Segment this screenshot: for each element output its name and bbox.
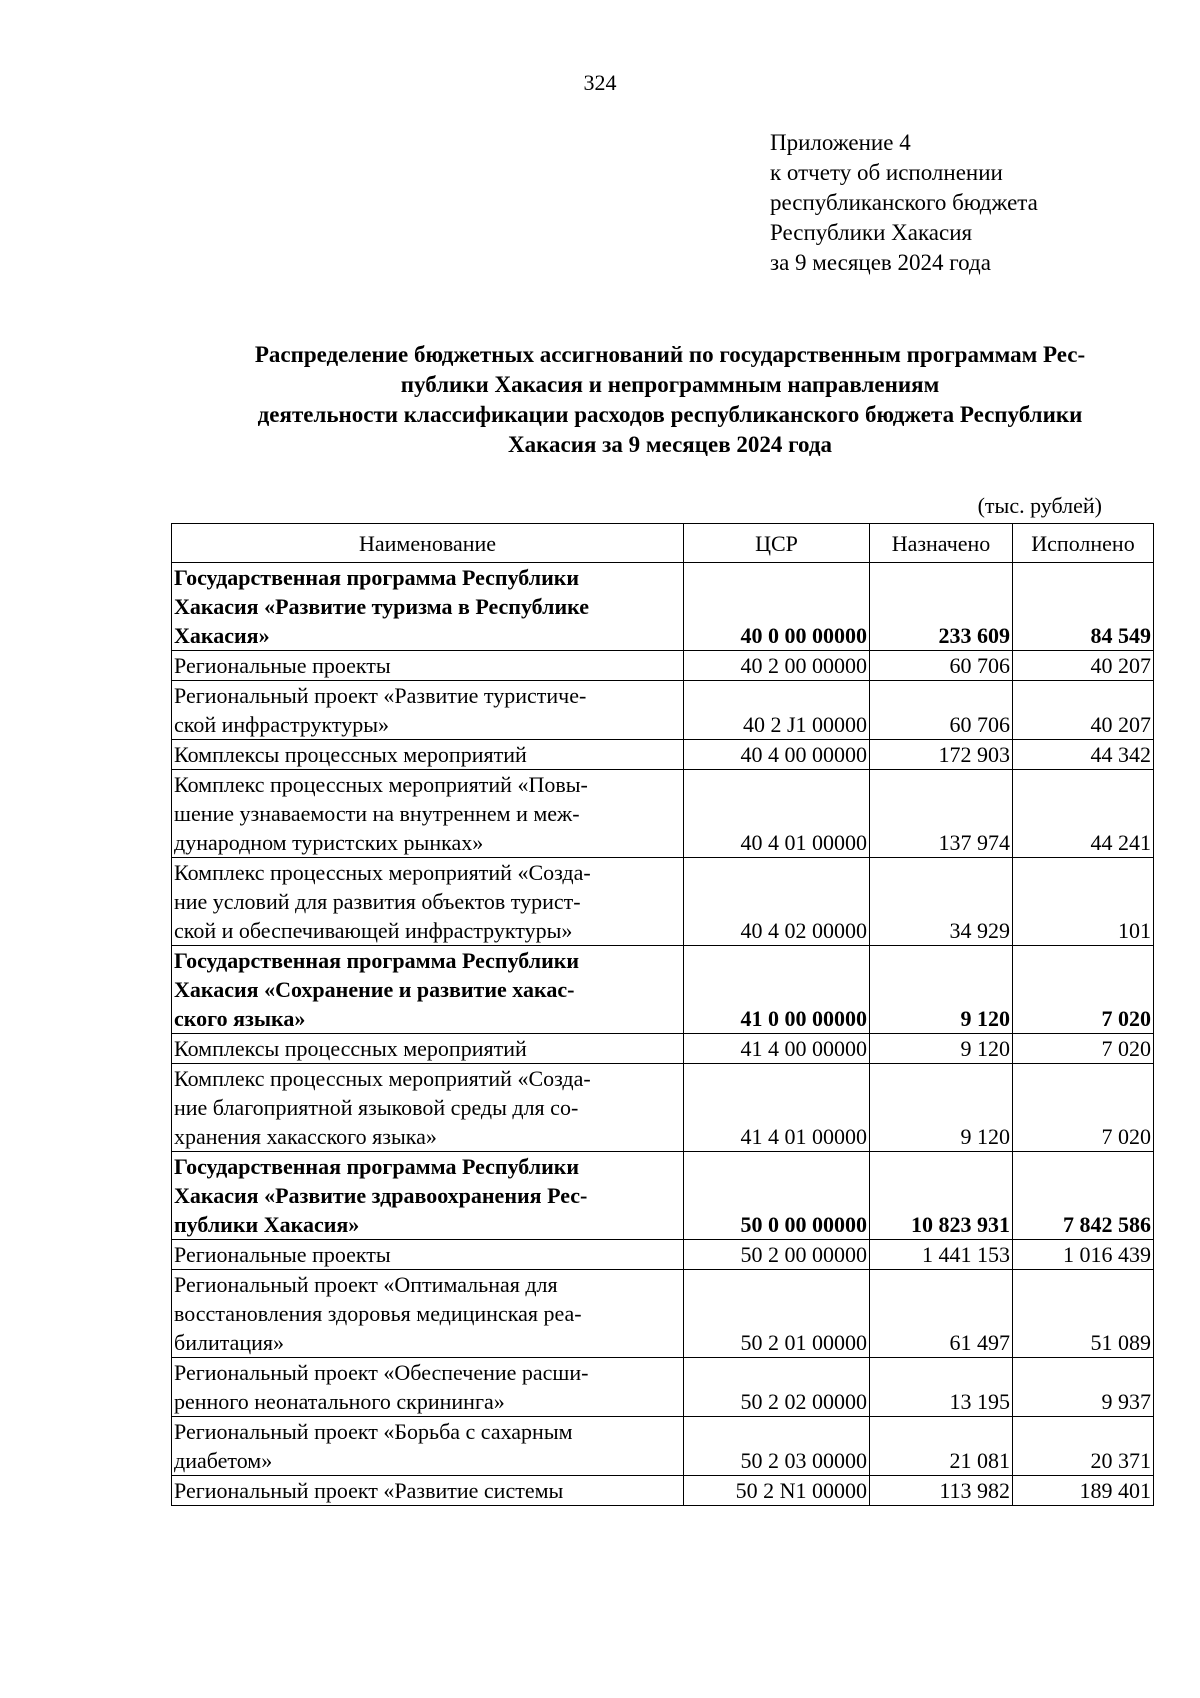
appendix-line: к отчету об исполнении [770, 160, 1003, 185]
cell-name-line: Хакасия «Развитие туризма в Республике [174, 594, 590, 619]
cell-name-line: ренного неонатального скрининга» [174, 1389, 505, 1414]
cell-code: 40 4 01 00000 [684, 770, 870, 858]
title-line: Хакасия за 9 месяцев 2024 года [508, 432, 832, 457]
cell-name [172, 1417, 684, 1476]
cell-assigned: 10 823 931 [870, 1152, 1013, 1240]
cell-name [172, 651, 684, 681]
cell-name-line: Региональный проект «Борьба с сахарным [174, 1419, 573, 1444]
cell-name [172, 858, 684, 946]
cell-name-line: ние условий для развития объектов турист- [174, 889, 581, 914]
cell-executed: 84 549 [1013, 563, 1154, 651]
cell-name [172, 1152, 684, 1240]
cell-assigned: 61 497 [870, 1270, 1013, 1358]
cell-name [172, 1034, 684, 1064]
table-row [172, 1064, 1154, 1152]
cell-code: 41 4 01 00000 [684, 1064, 870, 1152]
cell-name-line: Региональный проект «Развитие туристиче- [174, 683, 587, 708]
cell-name-line: Региональные проекты [174, 1242, 391, 1267]
cell-name-line: диабетом» [174, 1448, 273, 1473]
cell-name-line: Комплекс процессных мероприятий «Созда- [174, 1066, 591, 1091]
cell-name-line: ской и обеспечивающей инфраструктуры» [174, 918, 573, 943]
cell-assigned: 60 706 [870, 681, 1013, 740]
cell-code: 50 2 03 00000 [684, 1417, 870, 1476]
cell-name-line: хранения хакасского языка» [174, 1124, 437, 1149]
table-row [172, 1240, 1154, 1270]
cell-name-line: публики Хакасия» [174, 1212, 360, 1237]
table-row [172, 651, 1154, 681]
cell-code: 40 2 00 00000 [684, 651, 870, 681]
table-row [172, 770, 1154, 858]
cell-name-line: дународном туристских рынках» [174, 830, 484, 855]
table-row [172, 858, 1154, 946]
cell-name [172, 1270, 684, 1358]
cell-name-line: восстановления здоровья медицинская реа- [174, 1301, 582, 1326]
cell-name-line: билитация» [174, 1330, 285, 1355]
cell-assigned: 1 441 153 [870, 1240, 1013, 1270]
header-assigned: Назначено [870, 524, 1013, 563]
cell-name [172, 740, 684, 770]
cell-name [172, 563, 684, 651]
cell-code: 50 2 01 00000 [684, 1270, 870, 1358]
cell-executed: 40 207 [1013, 651, 1154, 681]
cell-name-line: Региональный проект «Развитие системы [174, 1478, 564, 1503]
cell-name-line: шение узнаваемости на внутреннем и меж- [174, 801, 580, 826]
cell-name-line: Государственная программа Республики [174, 565, 580, 590]
cell-assigned: 21 081 [870, 1417, 1013, 1476]
cell-executed: 20 371 [1013, 1417, 1154, 1476]
cell-code: 50 0 00 00000 [684, 1152, 870, 1240]
appendix-line: за 9 месяцев 2024 года [770, 250, 991, 275]
table-row [172, 740, 1154, 770]
cell-executed: 40 207 [1013, 681, 1154, 740]
table-row [172, 1034, 1154, 1064]
cell-executed: 9 937 [1013, 1358, 1154, 1417]
cell-name-line: ние благоприятной языковой среды для со- [174, 1095, 579, 1120]
cell-name [172, 770, 684, 858]
cell-executed: 101 [1013, 858, 1154, 946]
cell-name-line: ской инфраструктуры» [174, 712, 390, 737]
cell-name-line: Региональный проект «Обеспечение расши- [174, 1360, 589, 1385]
cell-name-line: Государственная программа Республики [174, 948, 580, 973]
cell-name-line: Комплекс процессных мероприятий «Созда- [174, 860, 591, 885]
cell-executed: 189 401 [1013, 1476, 1154, 1506]
header-name: Наименование [172, 524, 684, 563]
cell-code: 50 2 02 00000 [684, 1358, 870, 1417]
appendix-note [770, 128, 1038, 278]
cell-name-line: Комплексы процессных мероприятий [174, 1036, 527, 1061]
cell-name-line: ского языка» [174, 1006, 306, 1031]
title-line: деятельности классификации расходов республиканского бюджета Республики [257, 402, 1083, 427]
cell-executed: 7 020 [1013, 1064, 1154, 1152]
cell-name [172, 681, 684, 740]
cell-name-line: Комплекс процессных мероприятий «Повы- [174, 772, 588, 797]
units-label: (тыс. рублей) [977, 493, 1102, 518]
cell-executed: 51 089 [1013, 1270, 1154, 1358]
program-row [172, 563, 1154, 651]
cell-name [172, 1476, 684, 1506]
cell-assigned: 9 120 [870, 946, 1013, 1034]
cell-name [172, 1240, 684, 1270]
cell-name [172, 1358, 684, 1417]
cell-assigned: 13 195 [870, 1358, 1013, 1417]
table-row [172, 1358, 1154, 1417]
cell-assigned: 172 903 [870, 740, 1013, 770]
cell-assigned: 9 120 [870, 1034, 1013, 1064]
table-header-row [172, 524, 1154, 563]
table-row [172, 1270, 1154, 1358]
cell-name [172, 946, 684, 1034]
cell-code: 41 4 00 00000 [684, 1034, 870, 1064]
table-row [172, 1476, 1154, 1506]
header-code: ЦСР [684, 524, 870, 563]
cell-assigned: 113 982 [870, 1476, 1013, 1506]
header-executed: Исполнено [1013, 524, 1154, 563]
cell-code: 40 2 J1 00000 [684, 681, 870, 740]
appendix-line: Республики Хакасия [770, 220, 973, 245]
cell-name-line: Хакасия «Развитие здравоохранения Рес- [174, 1183, 588, 1208]
cell-executed: 7 020 [1013, 946, 1154, 1034]
table-row [172, 681, 1154, 740]
document-title [180, 340, 1160, 460]
cell-code: 40 4 00 00000 [684, 740, 870, 770]
cell-assigned: 60 706 [870, 651, 1013, 681]
cell-code: 50 2 N1 00000 [684, 1476, 870, 1506]
cell-executed: 1 016 439 [1013, 1240, 1154, 1270]
program-row [172, 1152, 1154, 1240]
table-row [172, 1417, 1154, 1476]
cell-code: 50 2 00 00000 [684, 1240, 870, 1270]
cell-executed: 44 241 [1013, 770, 1154, 858]
cell-code: 40 4 02 00000 [684, 858, 870, 946]
cell-executed: 7 020 [1013, 1034, 1154, 1064]
cell-name-line: Региональные проекты [174, 653, 391, 678]
cell-assigned: 34 929 [870, 858, 1013, 946]
cell-executed: 44 342 [1013, 740, 1154, 770]
table-body [172, 563, 1154, 1506]
appendix-line: республиканского бюджета [770, 190, 1038, 215]
title-line: Распределение бюджетных ассигнований по государственным программам Рес- [254, 342, 1086, 367]
cell-executed: 7 842 586 [1013, 1152, 1154, 1240]
program-row [172, 946, 1154, 1034]
cell-name-line: Комплексы процессных мероприятий [174, 742, 527, 767]
cell-name [172, 1064, 684, 1152]
cell-name-line: Региональный проект «Оптимальная для [174, 1272, 558, 1297]
cell-code: 41 0 00 00000 [684, 946, 870, 1034]
budget-table [171, 523, 1154, 1506]
cell-code: 40 0 00 00000 [684, 563, 870, 651]
cell-assigned: 233 609 [870, 563, 1013, 651]
cell-assigned: 137 974 [870, 770, 1013, 858]
cell-name-line: Хакасия «Сохранение и развитие хакас- [174, 977, 575, 1002]
cell-name-line: Хакасия» [174, 623, 270, 648]
appendix-line: Приложение 4 [770, 130, 911, 155]
cell-assigned: 9 120 [870, 1064, 1013, 1152]
cell-name-line: Государственная программа Республики [174, 1154, 580, 1179]
page-number: 324 [583, 70, 617, 95]
title-line: публики Хакасия и непрограммным направлениям [400, 372, 940, 397]
